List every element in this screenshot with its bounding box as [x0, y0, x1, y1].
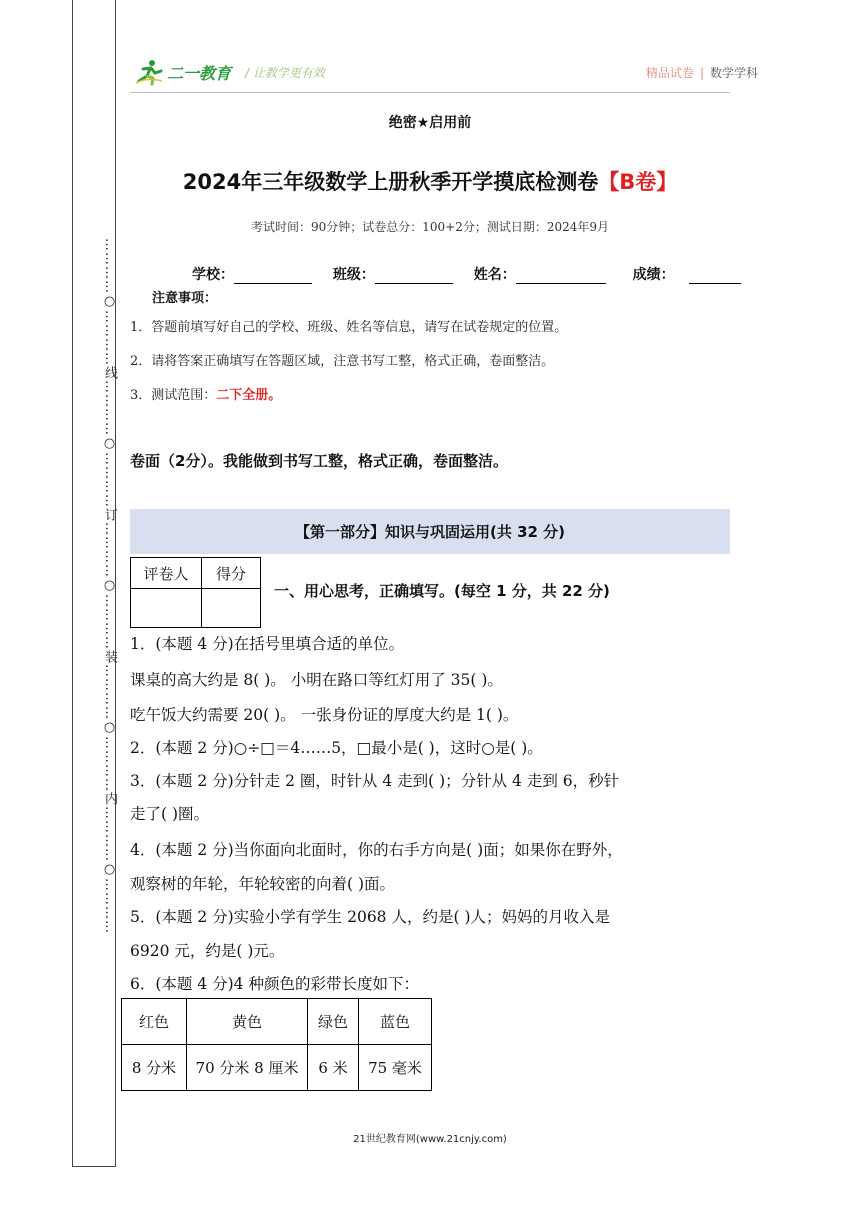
header-label-premium: 精品试卷	[645, 66, 694, 80]
value-yellow: 70 分米 8 厘米	[187, 1045, 308, 1091]
logo-slogan: / 让教学更有效	[245, 65, 325, 80]
reviewer-cell[interactable]	[131, 589, 202, 628]
question-1: 1．(本题 4 分)在括号里填合适的单位。	[130, 635, 405, 653]
school-label: 学校：	[192, 267, 234, 283]
part-one-header	[130, 509, 730, 554]
question-6: 6．(本题 4 分)4 种颜色的彩带长度如下：	[130, 975, 419, 993]
exam-info: 考试时间：90分钟；试卷总分：100+2分；测试日期：2024年9月	[250, 220, 610, 234]
logo	[135, 58, 325, 86]
neatness-note: 卷面（2分）。我能做到书写工整，格式正确，卷面整洁。	[130, 452, 508, 470]
score-label: 成绩：	[632, 267, 675, 283]
notice-item-3-prefix: 3．测试范围：	[130, 388, 217, 403]
binding-margin-text: …………○…………线…………○…………订…………○…………装…………○…………内…………○…………	[102, 238, 117, 934]
student-fields	[192, 264, 741, 284]
test-scope: 二下全册。	[216, 388, 282, 403]
value-red: 8 分米	[122, 1045, 187, 1091]
value-blue: 75 毫米	[359, 1045, 432, 1091]
question-2: 2．(本题 2 分)○÷□＝4……5，□最小是( )，这时○是( )。	[130, 739, 543, 757]
header-red: 红色	[122, 999, 187, 1045]
section-one-title: 一、用心思考，正确填写。(每空 1 分，共 22 分)	[274, 582, 610, 600]
ribbon-length-table	[121, 998, 432, 1091]
school-field[interactable]	[234, 267, 312, 284]
header-right	[646, 64, 758, 81]
header-green: 绿色	[308, 999, 359, 1045]
header-separator: |	[699, 66, 704, 80]
name-label: 姓名：	[473, 267, 516, 283]
reviewer-header: 评卷人	[131, 558, 202, 589]
class-label: 班级：	[332, 267, 375, 283]
notice-item-1: 1．答题前填写好自己的学校、班级、姓名等信息，请写在试卷规定的位置。	[130, 320, 568, 335]
title-tag: 【B卷】	[598, 170, 678, 194]
title-main: 2024年三年级数学上册秋季开学摸底检测卷	[182, 170, 599, 194]
table-row	[122, 1045, 432, 1091]
question-5-line-b: 6920 元，约是( )元。	[130, 942, 285, 960]
page-title	[0, 166, 860, 196]
question-3-line-b: 走了( )圈。	[130, 805, 210, 823]
part-one-title: 【第一部分】知识与巩固运用(共 32 分)	[294, 523, 566, 541]
runner-logo-icon	[135, 59, 163, 85]
secret-label: 绝密★启用前	[388, 115, 472, 131]
notice-item-3	[130, 384, 281, 403]
question-4-line-a: 4．(本题 2 分)当你面向北面时，你的右手方向是( )面；如果你在野外，	[130, 841, 623, 859]
question-1-line-a: 课桌的高大约是 8( )。 小明在路口等红灯用了 35( )。	[130, 671, 503, 689]
score-field[interactable]	[689, 267, 741, 284]
score-header: 得分	[202, 558, 261, 589]
name-field[interactable]	[516, 267, 606, 284]
score-cell[interactable]	[202, 589, 261, 628]
question-5-line-a: 5．(本题 2 分)实验小学有学生 2068 人，约是( )人；妈妈的月收入是	[130, 908, 610, 926]
question-4-line-b: 观察树的年轮，年轮较密的向着( )面。	[130, 875, 396, 893]
question-1-line-b: 吃午饭大约需要 20( )。 一张身份证的厚度大约是 1( )。	[130, 706, 519, 724]
notice-item-2: 2．请将答案正确填写在答题区域，注意书写工整，格式正确，卷面整洁。	[130, 354, 555, 369]
table-row	[122, 999, 432, 1045]
grader-table	[130, 557, 261, 628]
value-green: 6 米	[308, 1045, 359, 1091]
header-rule	[130, 92, 730, 93]
header-label-subject: 数学学科	[709, 66, 758, 80]
notice-title: 注意事项：	[152, 291, 218, 306]
footer: 21世纪教育网(www.21cnjy.com)	[353, 1134, 507, 1145]
header-yellow: 黄色	[187, 999, 308, 1045]
logo-text: 二一教育	[167, 63, 232, 83]
header-blue: 蓝色	[359, 999, 432, 1045]
question-3-line-a: 3．(本题 2 分)分针走 2 圈，时针从 4 走到( )；分针从 4 走到 6，秒针	[130, 772, 620, 790]
class-field[interactable]	[375, 267, 453, 284]
